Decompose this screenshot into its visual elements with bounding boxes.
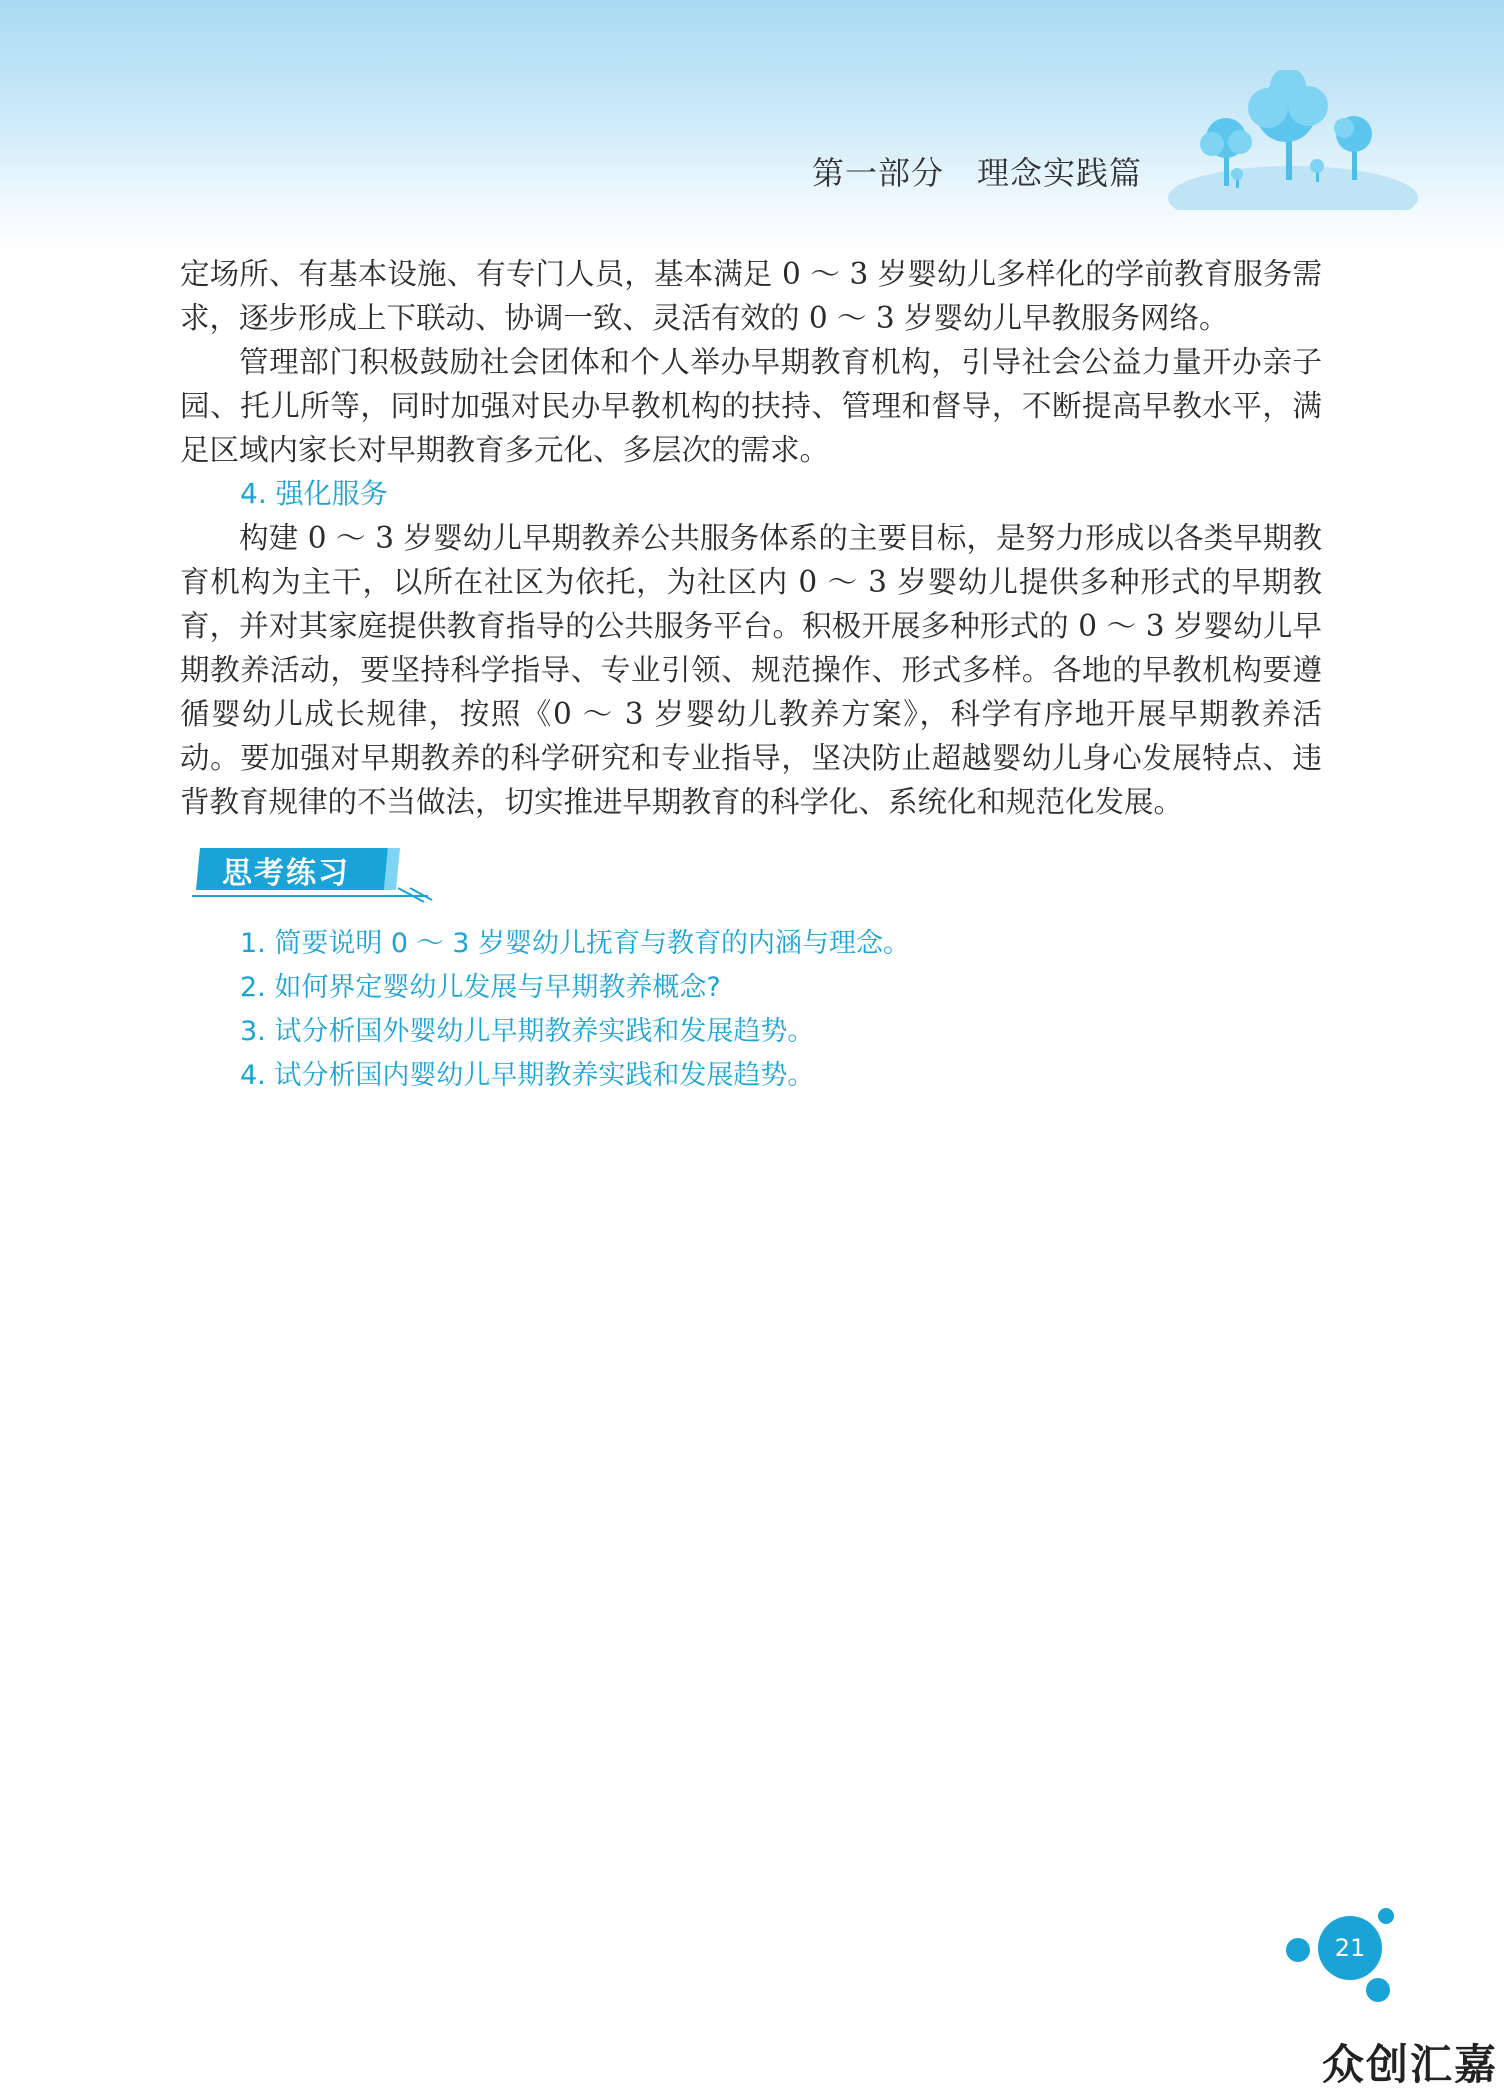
exercise-list — [240, 922, 1240, 1098]
paragraph-1: 定场所、有基本设施、有专门人员，基本满足 0 ～ 3 岁婴幼儿多样化的学前教育服务需求，逐步形成上下联动、协调一致、灵活有效的 0 ～ 3 岁婴幼儿早教服务网络。 — [180, 257, 1322, 335]
paragraph-3: 构建 0 ～ 3 岁婴幼儿早期教养公共服务体系的主要目标，是努力形成以各类早期教育机构为主干，以所在社区为依托，为社区内 0 ～ 3 岁婴幼儿提供多种形式的早期教育，并对其家庭提供教育指导的公共服务平台。积极开展多种形式的 0 ～ 3 岁婴幼儿早期教养活动，要坚持科学指导、专业引领、规范操作、形式多样。各地的早教机构要遵循婴幼儿成长规律，按照《0 ～ 3 岁婴幼儿教养方案》，科学有序地开展早期教养活动。要加强对早期教养的科学研究和专业指导，坚决防止超越婴幼儿身心发展特点、违背教育规律的不当做法，切实推进早期教育的科学化、系统化和规范化发展。 — [180, 521, 1322, 819]
trees-illustration-icon — [1168, 70, 1418, 210]
page-number: 21 — [1334, 1934, 1366, 1962]
watermark: 众创汇嘉 — [1321, 2040, 1498, 2089]
paragraph-2: 管理部门积极鼓励社会团体和个人举办早期教育机构，引导社会公益力量开办亲子园、托儿所等，同时加强对民办早教机构的扶持、管理和督导，不断提高早教水平，满足区域内家长对早期教育多元化、多层次的需求。 — [180, 345, 1322, 467]
running-head: 第一部分 理念实践篇 — [812, 154, 1143, 192]
exercise-item-3: 3. 试分析国外婴幼儿早期教养实践和发展趋势。 — [240, 1016, 815, 1047]
exercise-item-1: 1. 简要说明 0 ～ 3 岁婴幼儿抚育与教育的内涵与理念。 — [240, 928, 911, 959]
main-text — [180, 252, 1322, 824]
exercise-title: 思考练习 — [222, 856, 350, 891]
section-subheading: 4. 强化服务 — [240, 477, 388, 510]
exercise-item-2: 2. 如何界定婴幼儿发展与早期教养概念? — [240, 972, 721, 1003]
exercise-item-4: 4. 试分析国内婴幼儿早期教养实践和发展趋势。 — [240, 1060, 815, 1091]
